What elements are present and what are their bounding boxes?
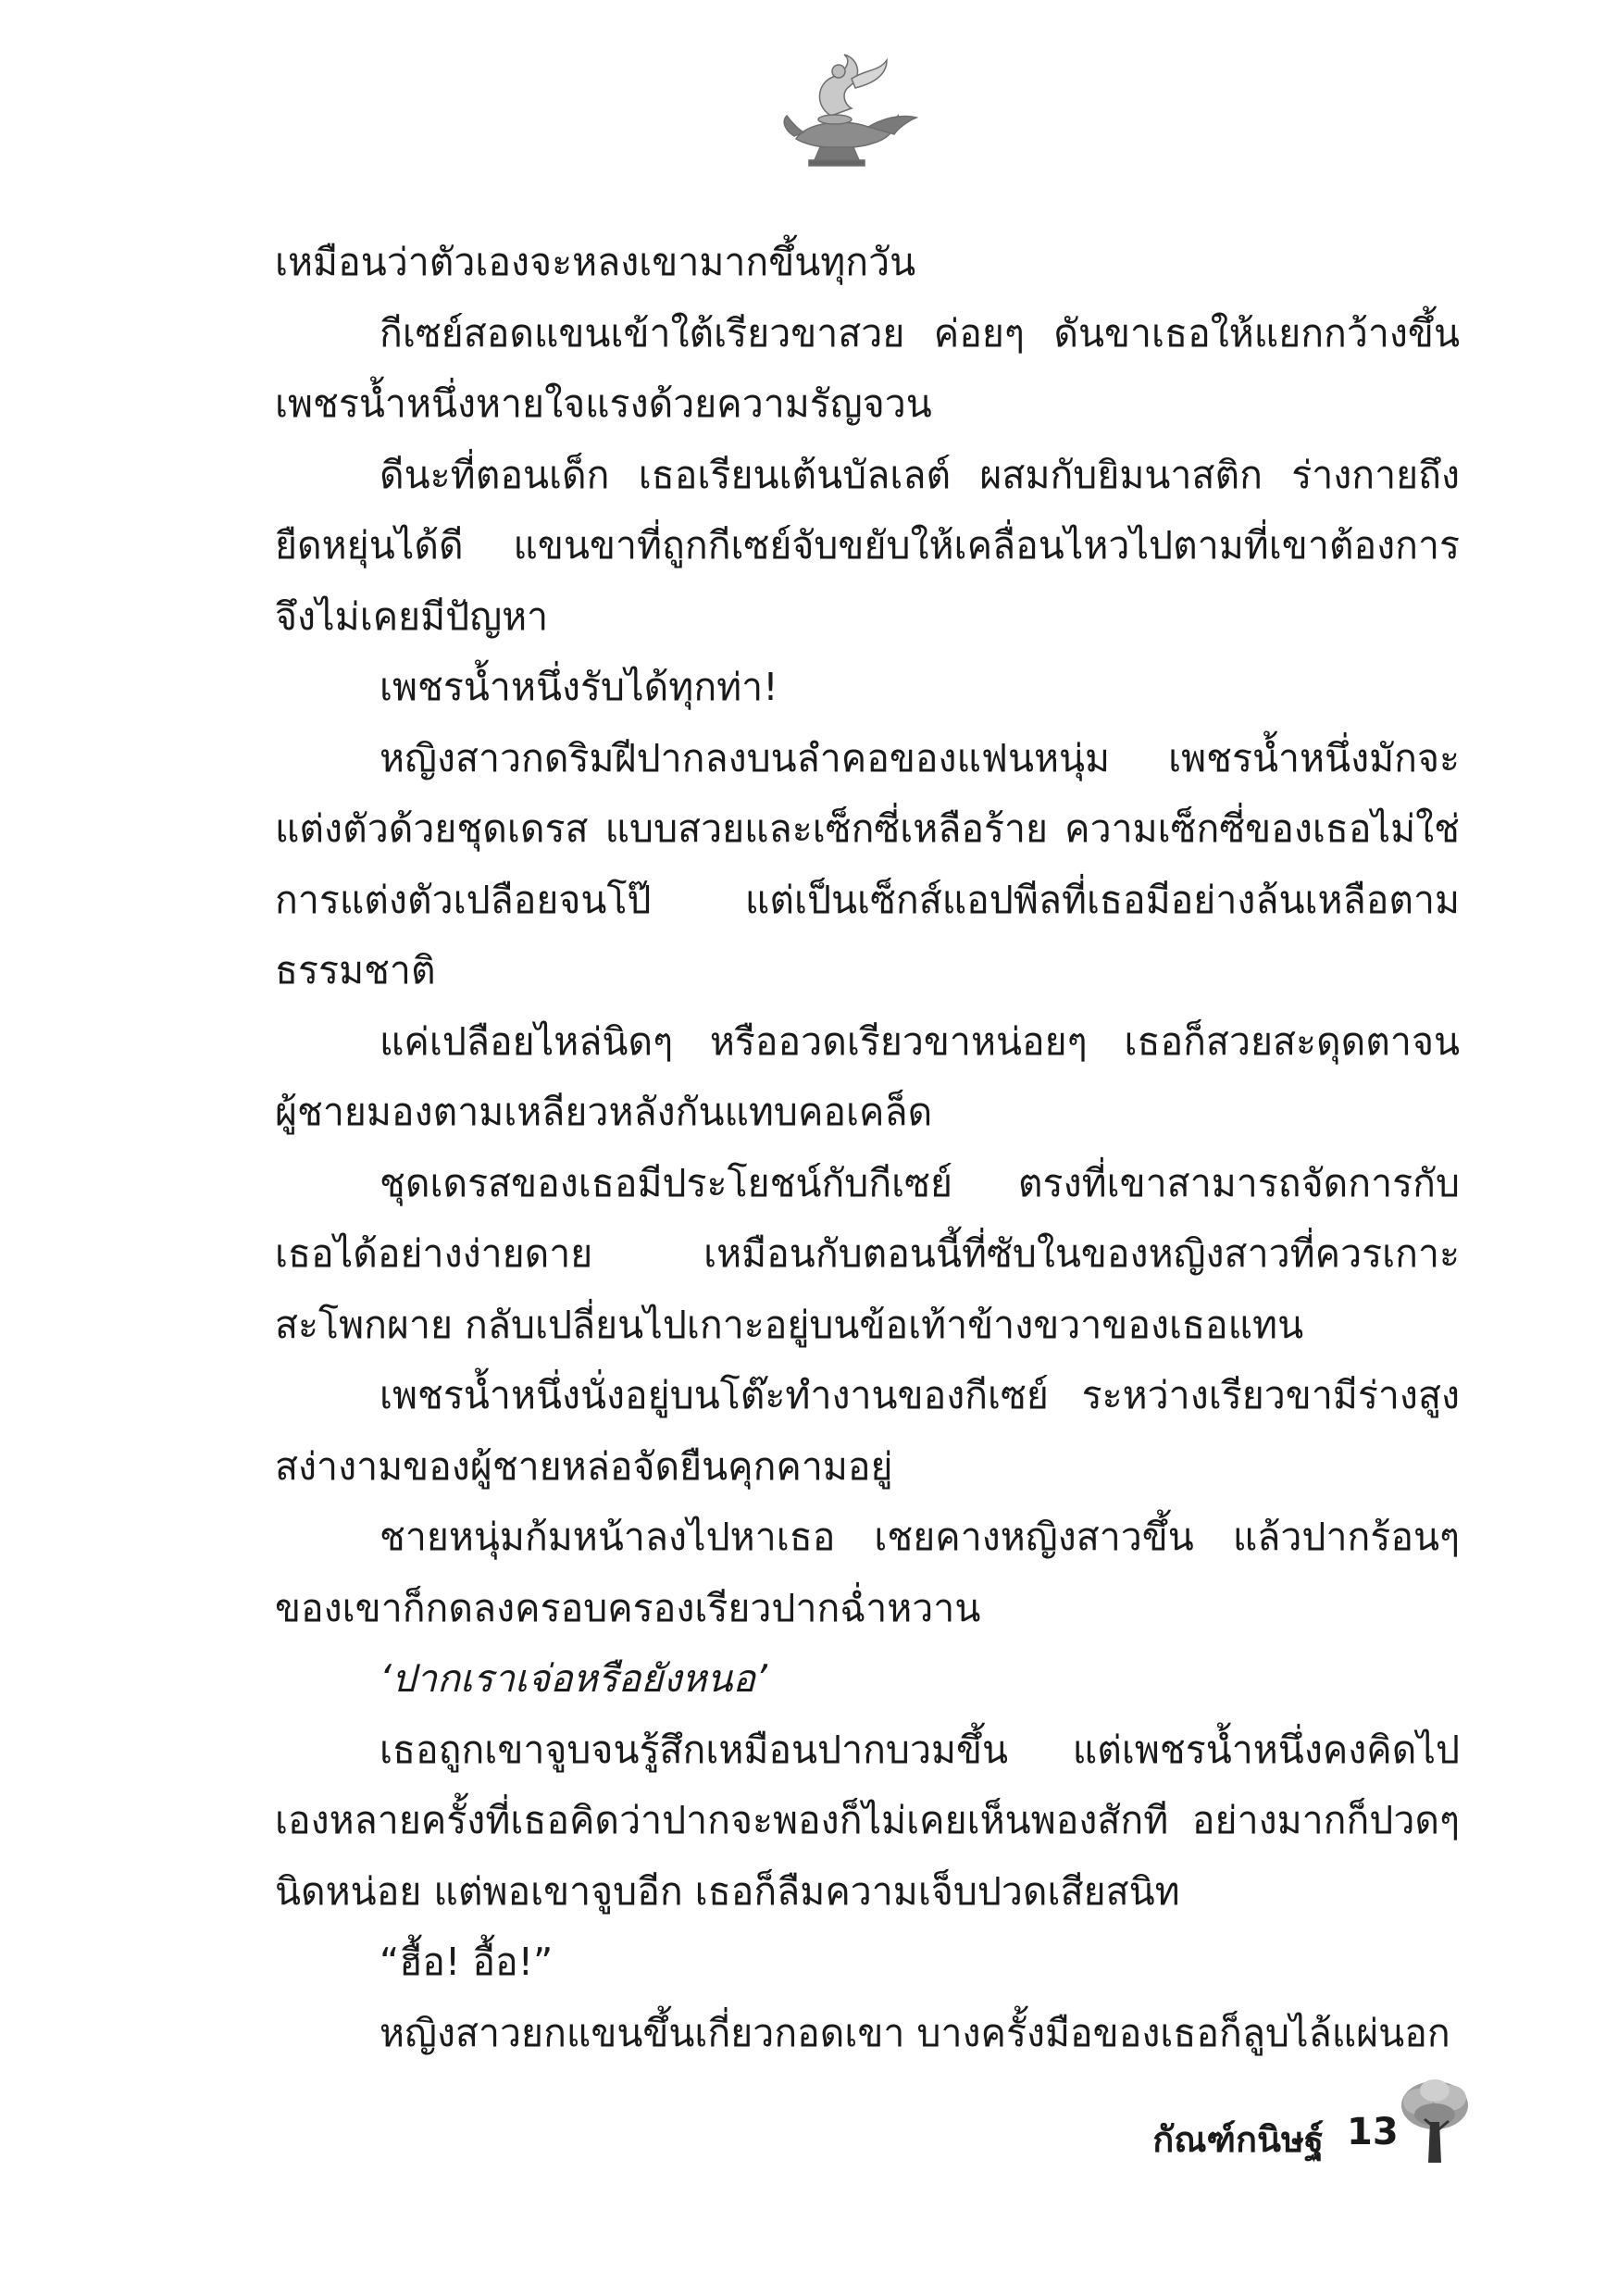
- tree-icon: [1398, 2074, 1472, 2166]
- book-title: กัณฑ์กนิษฐ์: [1152, 2119, 1324, 2160]
- paragraph: ชุดเดรสของเธอมีประโยชน์กับกีเซย์ ตรงที่เขาสามารถจัดการกับเธอได้อย่างง่ายดาย เหมือนกับตอนนี้ที่ซับในของหญิงสาวที่ควรเกาะสะโพกผาย กลับเปลี่ยนไปเกาะอยู่บนข้อเท้าข้างขวาของเธอแทน: [275, 1160, 1460, 1347]
- paragraph: เพชรน้ำหนึ่งนั่งอยู่บนโต๊ะทำงานของกีเซย์ ระหว่างเรียวขามีร่างสูงสง่างามของผู้ชายหล่อจัดยืนคุกคามอยู่: [275, 1373, 1460, 1489]
- genie-lamp-icon: [759, 51, 926, 171]
- paragraph: เธอถูกเขาจูบจนรู้สึกเหมือนปากบวมขึ้น แต่เพชรน้ำหนึ่งคงคิดไปเองหลายครั้งที่เธอคิดว่าปากจะพองก็ไม่เคยเห็นพองสักที อย่างมากก็ปวดๆ นิดหน่อย แต่พอเขาจูบอีก เธอก็ลืมความเจ็บปวดเสียสนิท: [275, 1727, 1460, 1914]
- paragraph: ‘ปากเราเจ่อหรือยังหนอ’: [380, 1656, 768, 1701]
- paragraph: หญิงสาวกดริมฝีปากลงบนลำคอของแฟนหนุ่ม เพชรน้ำหนึ่งมักจะแต่งตัวด้วยชุดเดรส แบบสวยและเซ็กซี่เหลือร้าย ความเซ็กซี่ของเธอไม่ใช่การแต่งตัวเปลือยจนโป๊ แต่เป็นเซ็กส์แอปพีลที่เธอมีอย่างล้นเหลือตามธรรมชาติ: [275, 735, 1460, 992]
- paragraph: กีเซย์สอดแขนเข้าใต้เรียวขาสวย ค่อยๆ ดันขาเธอให้แยกกว้างขึ้น เพชรน้ำหนึ่งหายใจแรงด้วยความรัญจวน: [275, 310, 1460, 426]
- paragraph: เพชรน้ำหนึ่งรับได้ทุกท่า!: [380, 665, 778, 709]
- paragraph: เหมือนว่าตัวเองจะหลงเขามากขึ้นทุกวัน: [275, 240, 916, 284]
- paragraph: หญิงสาวยกแขนขึ้นเกี่ยวกอดเขา บางครั้งมือของเธอก็ลูบไล้แผ่นอก: [380, 2010, 1450, 2055]
- paragraph: “ฮื้อ! อื้อ!”: [380, 1940, 554, 1984]
- page-number: 13: [1347, 2111, 1399, 2153]
- paragraph: ชายหนุ่มก้มหน้าลงไปหาเธอ เชยคางหญิงสาวขึ้น แล้วปากร้อนๆ ของเขาก็กดลงครอบครองเรียวปากฉ่ำหวาน: [275, 1515, 1460, 1630]
- page-footer: [1018, 2074, 1481, 2176]
- paragraph: ดีนะที่ตอนเด็ก เธอเรียนเต้นบัลเลต์ ผสมกับยิมนาสติก ร่างกายถึงยืดหยุ่นได้ดี แขนขาที่ถูกกีเซย์จับขยับให้เคลื่อนไหวไปตามที่เขาต้องการจึงไม่เคยมีปัญหา: [275, 452, 1460, 639]
- paragraph: แค่เปลือยไหล่นิดๆ หรืออวดเรียวขาหน่อยๆ เธอก็สวยสะดุดตาจนผู้ชายมองตามเหลียวหลังกันแทบคอเคล็ด: [275, 1018, 1460, 1134]
- body-text: [275, 227, 1460, 2068]
